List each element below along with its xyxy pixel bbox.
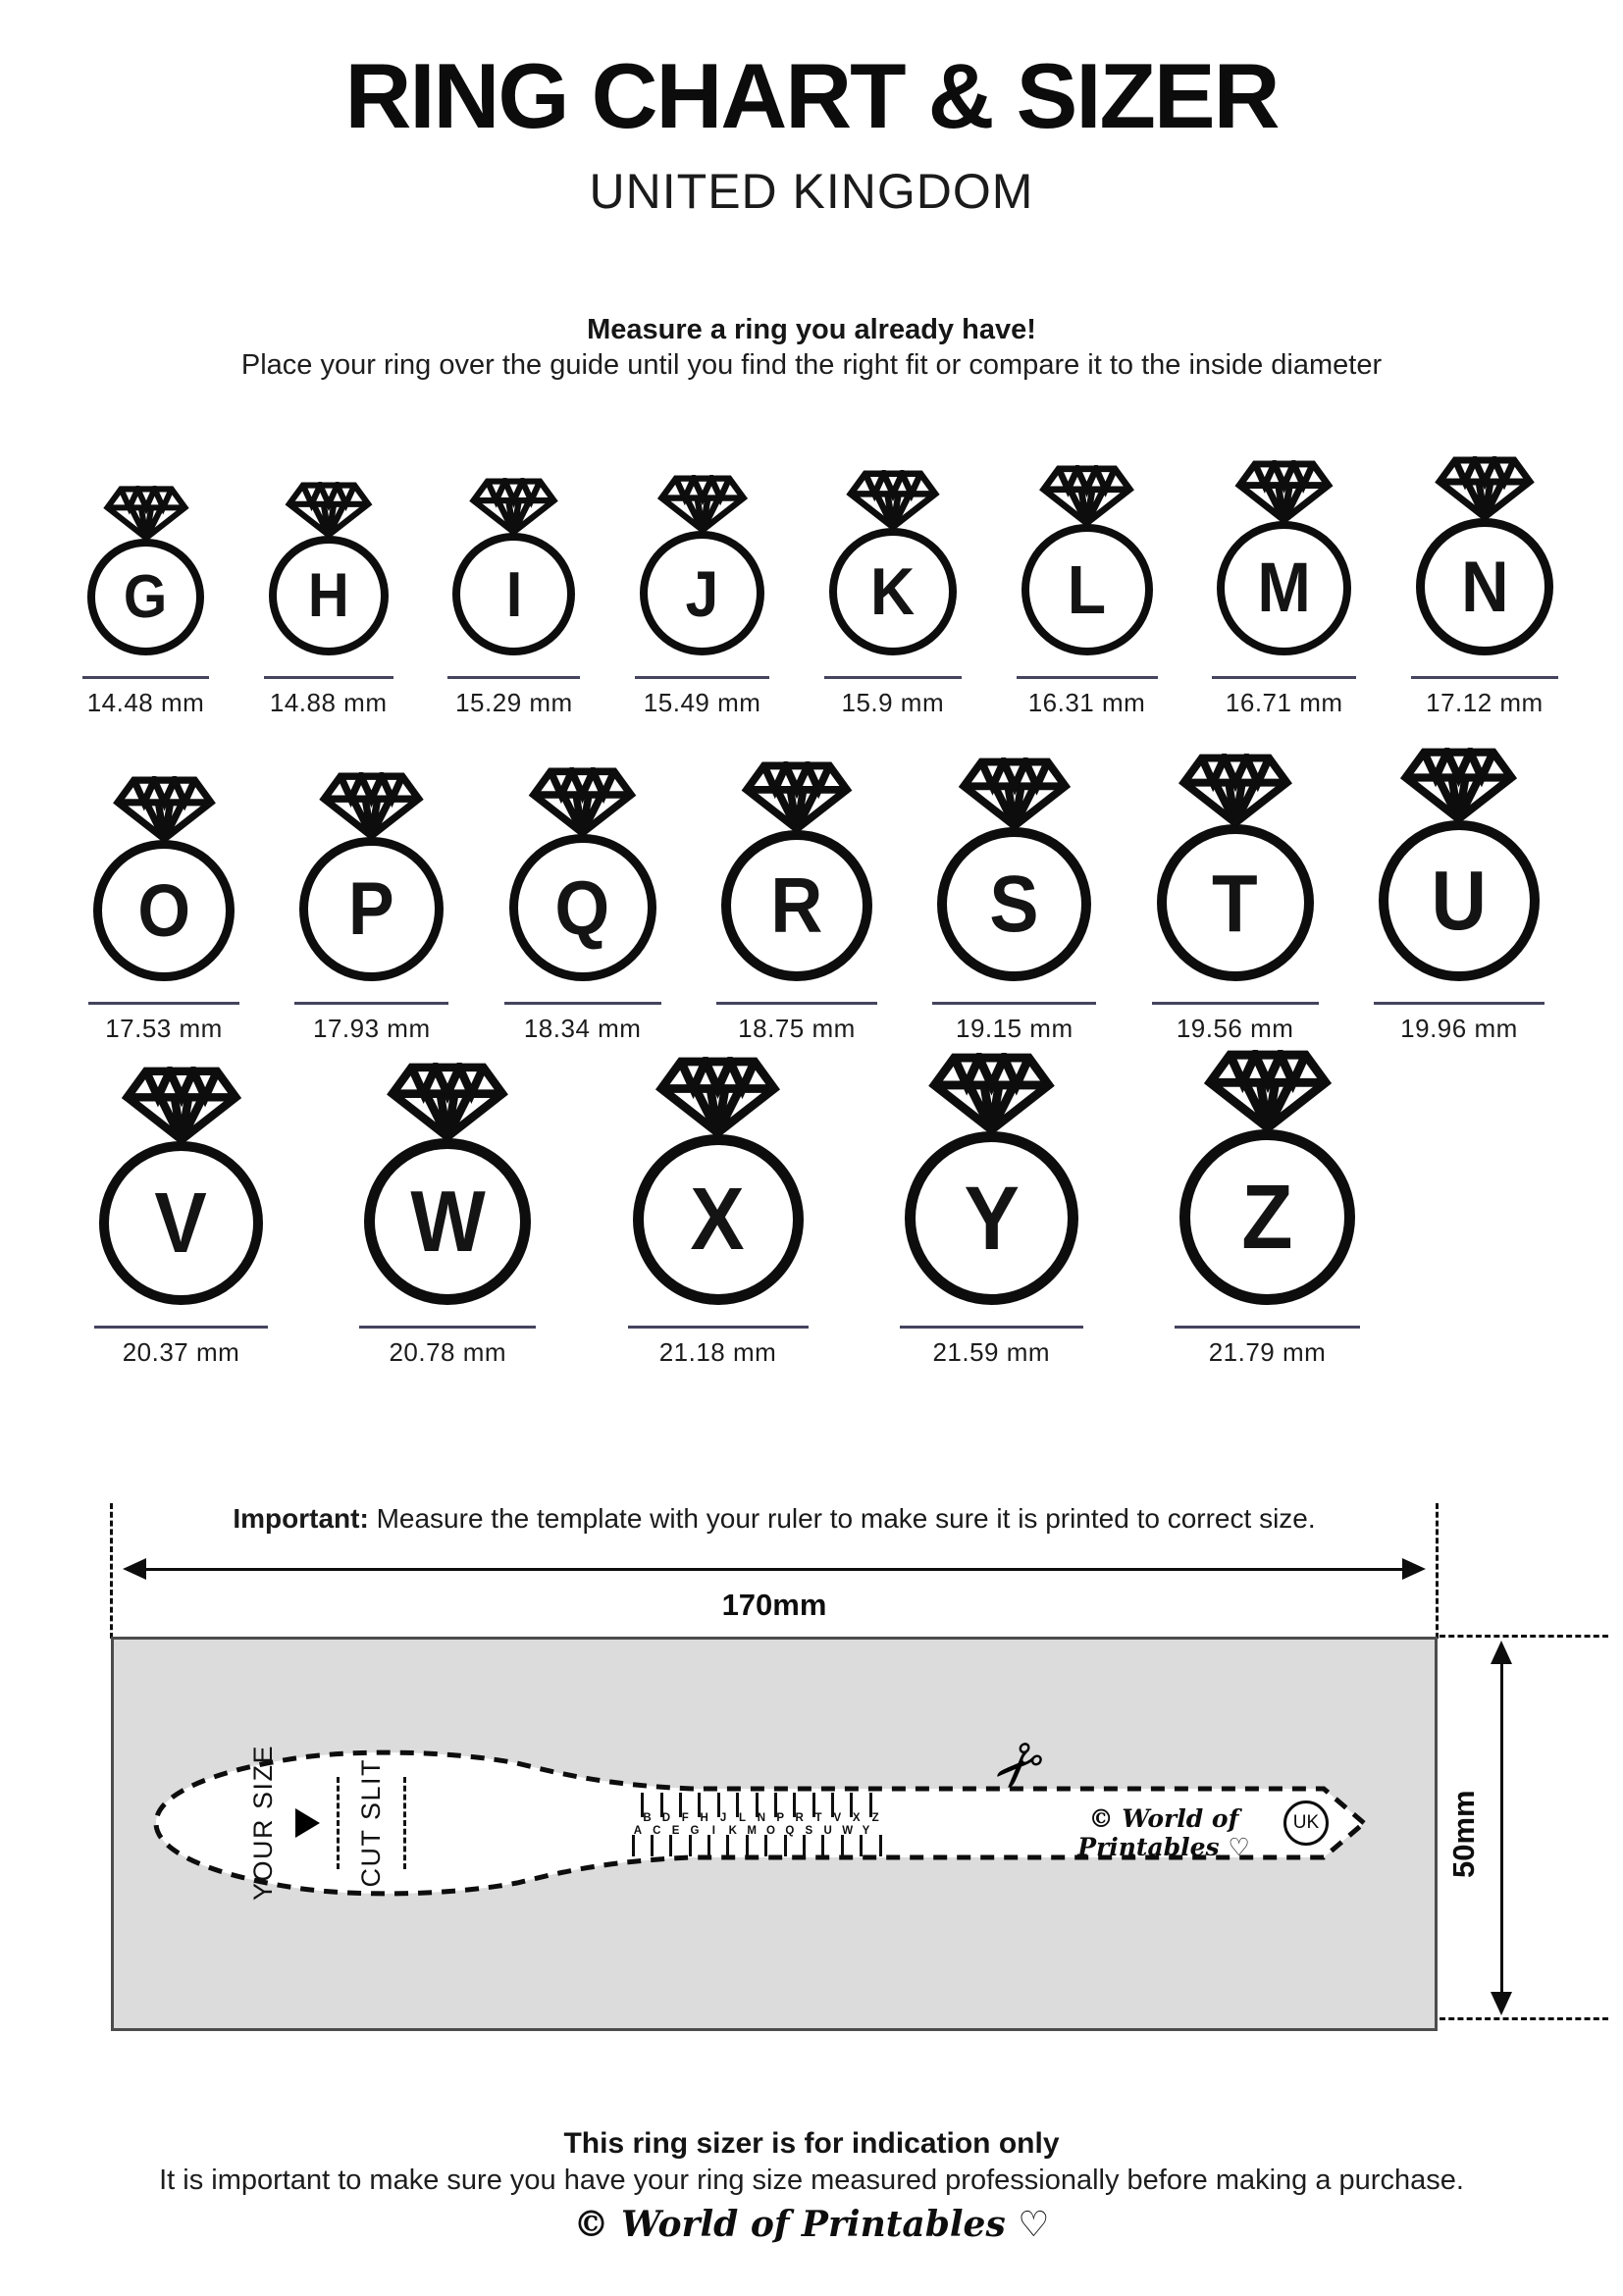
ring-letter: P: [348, 866, 395, 951]
ring-row-3: [94, 1062, 1360, 1368]
height-label: 50mm: [1446, 1790, 1481, 1878]
ruler-letter: R: [795, 1812, 804, 1824]
diamond-icon: [468, 478, 559, 534]
bottom-guide-dashed-line: [1440, 2017, 1608, 2020]
width-dimension: [111, 1503, 1438, 1637]
diamond-icon: [1434, 456, 1536, 519]
cut-slit-line: [337, 1777, 340, 1869]
ring-letter: R: [770, 861, 823, 949]
ring-circle: [452, 533, 575, 655]
ring-letter: G: [124, 562, 168, 631]
diamond-icon: [927, 1053, 1056, 1132]
ring-circle: [905, 1131, 1078, 1305]
ring-diameter-label: 17.93 mm: [313, 1014, 431, 1043]
page-subtitle: UNITED KINGDOM: [589, 164, 1034, 219]
cut-slit-label: CUT SLIT: [355, 1758, 386, 1888]
ruler-letter: W: [842, 1825, 854, 1837]
ring-size-q: [504, 767, 661, 1044]
ruler-letter: C: [653, 1825, 661, 1837]
diamond-icon: [1178, 754, 1293, 825]
important-text: Measure the template with your ruler to make sure it is printed to correct size.: [368, 1503, 1316, 1534]
ring-diameter-label: 15.29 mm: [455, 688, 573, 717]
uk-badge: UK: [1283, 1800, 1329, 1846]
diamond-icon: [846, 470, 940, 529]
top-guide-dashed-line: [1440, 1635, 1608, 1638]
ring-diameter-label: 14.48 mm: [86, 688, 205, 717]
ring-size-n: [1411, 456, 1558, 718]
ring-underline: [824, 676, 962, 679]
ring-circle: [721, 830, 872, 981]
ring-size-g: [82, 486, 209, 718]
ring-underline: [900, 1326, 1083, 1329]
footer-heading: This ring sizer is for indication only: [563, 2127, 1060, 2160]
ring-circle: [937, 827, 1091, 981]
diamond-icon: [1038, 465, 1135, 525]
ruler-tick: [860, 1835, 863, 1856]
ruler-tick: [707, 1835, 710, 1856]
ruler-letter: L: [738, 1812, 746, 1824]
ring-circle: [87, 539, 204, 655]
ring-circle: [1379, 820, 1540, 981]
ruler-tick: [746, 1835, 749, 1856]
ring-diameter-label: 15.49 mm: [643, 688, 761, 717]
ring-letter: U: [1431, 854, 1488, 948]
ring-circle: [633, 1134, 804, 1305]
diamond-icon: [654, 1057, 781, 1135]
ring-circle: [1217, 521, 1351, 655]
ring-diameter-label: 15.9 mm: [841, 688, 945, 717]
width-label: 170mm: [721, 1588, 827, 1622]
ring-diameter-label: 21.59 mm: [932, 1337, 1051, 1367]
diamond-icon: [386, 1063, 509, 1139]
ring-diameter-label: 19.15 mm: [956, 1014, 1073, 1043]
ring-size-o: [88, 776, 239, 1044]
ruler-letter: F: [681, 1812, 689, 1824]
ring-size-m: [1212, 460, 1356, 718]
ring-diameter-label: 16.31 mm: [1027, 688, 1146, 717]
ring-letter: X: [690, 1171, 746, 1269]
important-note: [111, 1503, 1438, 1535]
ring-size-v: [94, 1067, 268, 1368]
ruler-letter: U: [823, 1825, 832, 1837]
ring-size-l: [1017, 465, 1158, 718]
ring-size-i: [447, 478, 580, 718]
ring-size-r: [716, 761, 877, 1044]
ring-diameter-label: 17.53 mm: [105, 1014, 223, 1043]
size-pointer-icon: [295, 1808, 320, 1838]
ring-size-s: [932, 757, 1096, 1044]
diamond-icon: [318, 772, 425, 838]
ring-circle: [299, 837, 444, 981]
intro-line: Place your ring over the guide until you find the right fit or compare it to the inside diameter: [240, 349, 1383, 381]
ring-underline: [1212, 676, 1356, 679]
your-size-label: YOUR SIZE: [247, 1745, 278, 1902]
ring-size-w: [359, 1063, 536, 1368]
ring-circle: [829, 528, 957, 655]
ring-circle: [1021, 524, 1153, 655]
ruler-letter: I: [711, 1825, 715, 1837]
ring-letter: Y: [964, 1168, 1020, 1269]
ruler-tick: [632, 1835, 635, 1856]
ring-diameter-label: 21.79 mm: [1208, 1337, 1327, 1367]
ring-underline: [628, 1326, 809, 1329]
ring-size-k: [824, 470, 962, 718]
ring-underline: [294, 1002, 448, 1005]
ring-circle: [99, 1141, 263, 1305]
ring-letter: S: [989, 859, 1039, 949]
ring-circle: [1157, 824, 1314, 981]
ring-diameter-label: 14.88 mm: [269, 688, 388, 717]
ruler-letter: V: [833, 1812, 842, 1824]
width-arrow-icon: [127, 1568, 1422, 1571]
diamond-icon: [528, 767, 637, 835]
ring-circle: [640, 531, 764, 655]
page-title: RING CHART & SIZER: [344, 44, 1279, 147]
ring-diameter-label: 19.56 mm: [1176, 1014, 1294, 1043]
ruler-tick: [784, 1835, 787, 1856]
ring-underline: [359, 1326, 536, 1329]
diamond-icon: [1234, 460, 1334, 522]
diamond-icon: [121, 1067, 242, 1142]
ruler-letter: Z: [871, 1812, 879, 1824]
ring-underline: [1411, 676, 1558, 679]
ruler-letter: A: [633, 1825, 642, 1837]
ruler-tick: [879, 1835, 882, 1856]
ring-underline: [504, 1002, 661, 1005]
ring-size-p: [294, 772, 448, 1044]
ring-letter: O: [137, 868, 190, 952]
diamond-icon: [112, 776, 217, 841]
ring-letter: H: [307, 560, 349, 630]
ruler-tick: [726, 1835, 729, 1856]
ring-size-u: [1374, 748, 1544, 1044]
ring-letter: I: [505, 558, 523, 630]
ruler-letter: N: [757, 1812, 765, 1824]
ring-letter: Z: [1241, 1166, 1293, 1268]
footer-line: It is important to make sure you have your ring size measured professionally before making a purchase.: [159, 2165, 1464, 2196]
ruler-letter: X: [852, 1812, 861, 1824]
ring-diameter-label: 16.71 mm: [1225, 688, 1343, 717]
ruler-letter: O: [766, 1825, 775, 1837]
ring-circle: [269, 536, 389, 655]
ruler-letter: B: [643, 1812, 652, 1824]
ring-underline: [264, 676, 393, 679]
sizer-box: [111, 1637, 1438, 2031]
ring-underline: [82, 676, 209, 679]
ruler-letter: M: [747, 1825, 757, 1837]
ring-letter: Q: [554, 864, 610, 951]
diamond-icon: [1399, 748, 1518, 821]
diamond-icon: [285, 482, 373, 537]
ring-underline: [932, 1002, 1096, 1005]
ruler-tick: [821, 1835, 824, 1856]
ring-diameter-label: 20.78 mm: [389, 1337, 507, 1367]
ruler-tick: [669, 1835, 672, 1856]
ring-underline: [1175, 1326, 1360, 1329]
ring-letter: M: [1257, 549, 1311, 627]
ring-row-2: [88, 761, 1544, 1044]
ring-letter: T: [1212, 857, 1258, 949]
diamond-icon: [741, 761, 853, 831]
ruler-tick: [841, 1835, 844, 1856]
sizer-bulb-labels: [165, 1745, 489, 1902]
ring-diameter-label: 21.18 mm: [658, 1337, 777, 1367]
ring-circle: [1179, 1129, 1355, 1305]
size-ruler: [633, 1789, 880, 1857]
ruler-letter: K: [728, 1825, 737, 1837]
brand-signature: © World of Printables ♡: [1077, 1804, 1250, 1861]
ring-diameter-label: 20.37 mm: [122, 1337, 240, 1367]
ring-letter: W: [410, 1173, 486, 1270]
scissors-icon: ✂: [973, 1722, 1062, 1809]
height-arrow-icon: [1500, 1644, 1503, 2011]
diamond-icon: [103, 486, 189, 540]
ruler-tick: [689, 1835, 692, 1856]
ring-circle: [509, 834, 656, 981]
ring-size-t: [1152, 754, 1319, 1044]
ring-circle: [93, 840, 235, 981]
ring-underline: [635, 676, 769, 679]
diamond-icon: [1203, 1050, 1333, 1130]
ring-underline: [447, 676, 580, 679]
ring-letter: V: [154, 1175, 208, 1271]
ruler-letter: Q: [785, 1825, 795, 1837]
cut-slit-line: [403, 1777, 406, 1869]
ring-underline: [716, 1002, 877, 1005]
diamond-icon: [656, 475, 749, 532]
ruler-tick: [803, 1835, 806, 1856]
footer-brand: © World of Printables ♡: [573, 2204, 1050, 2245]
ring-row-1: [82, 469, 1558, 718]
ring-diameter-label: 17.12 mm: [1426, 688, 1544, 717]
ring-underline: [88, 1002, 239, 1005]
ring-circle: [1416, 518, 1553, 655]
ring-letter: L: [1067, 551, 1107, 628]
ruler-tick: [764, 1835, 767, 1856]
ring-diameter-label: 19.96 mm: [1400, 1014, 1518, 1043]
diamond-icon: [958, 757, 1072, 828]
ruler-letter: D: [661, 1812, 671, 1824]
ring-size-z: [1175, 1050, 1360, 1368]
ring-letter: J: [685, 556, 719, 630]
ring-diameter-label: 18.75 mm: [738, 1014, 856, 1043]
ring-underline: [1017, 676, 1158, 679]
ruler-letter: T: [814, 1812, 822, 1824]
ring-letter: N: [1460, 547, 1509, 627]
ring-diameter-label: 18.34 mm: [523, 1014, 642, 1043]
ring-size-h: [264, 482, 393, 718]
ruler-letter: J: [719, 1812, 727, 1824]
ruler-tick: [651, 1835, 654, 1856]
ruler-letter: E: [671, 1825, 680, 1837]
ruler-letter: G: [690, 1825, 700, 1837]
ring-size-y: [900, 1053, 1083, 1368]
ruler-letter: Y: [862, 1825, 870, 1837]
ring-size-x: [628, 1057, 809, 1368]
ring-circle: [364, 1138, 531, 1305]
ring-underline: [94, 1326, 268, 1329]
ruler-letter: S: [805, 1825, 813, 1837]
ring-size-j: [635, 475, 769, 718]
important-label: Important:: [233, 1503, 369, 1534]
ruler-letter: P: [776, 1812, 785, 1824]
ring-underline: [1152, 1002, 1319, 1005]
ring-letter: K: [870, 554, 916, 629]
ruler-letter: H: [700, 1812, 708, 1824]
ring-underline: [1374, 1002, 1544, 1005]
intro-heading: Measure a ring you already have!: [587, 314, 1036, 345]
